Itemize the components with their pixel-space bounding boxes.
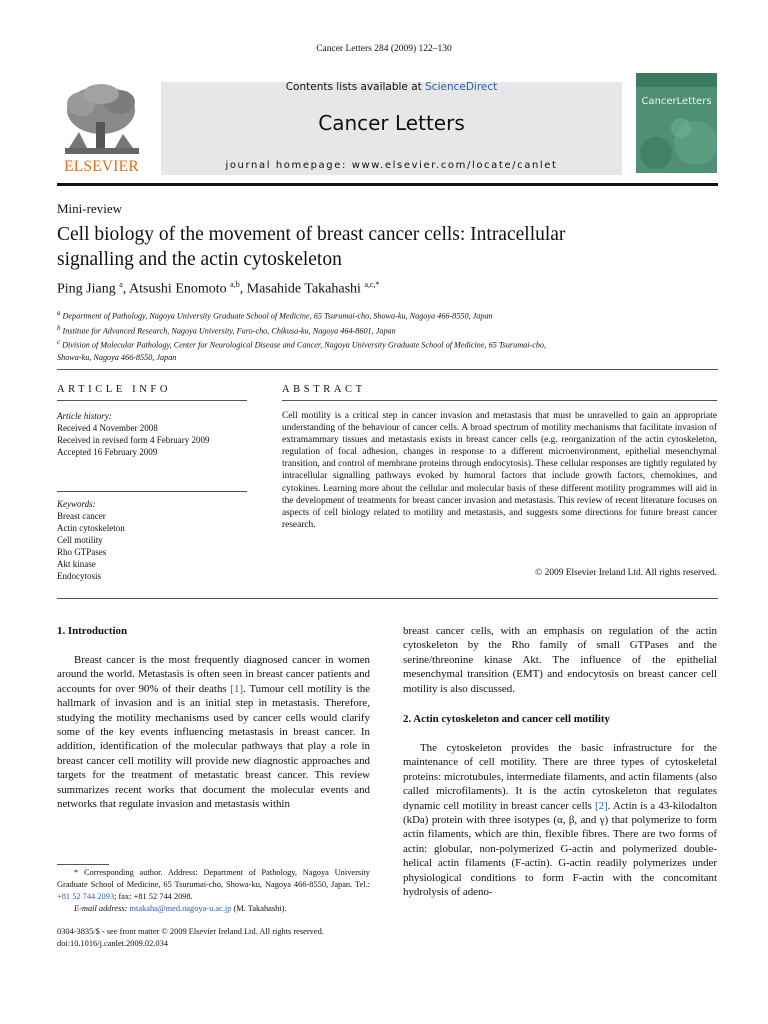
cover-title: CancerLetters bbox=[641, 96, 712, 107]
corresponding-author-footnote: * Corresponding author. Address: Department of Pathology, Nagoya University Graduate School of Medicine, 65 Tsurumai-cho, Showa-ku, Nagoya 466-8550, Japan. Tel.: +81 52 744 2093; fax: +81 52 744 2098. E-mail address: mtakaha@med.nagoya-u.ac.jp (M. Takahashi). bbox=[57, 868, 370, 913]
keyword: Rho GTPases bbox=[57, 547, 107, 557]
affiliations bbox=[57, 308, 717, 364]
affiliation: $^a$ Department of Pathology, Nagoya University Graduate School of Medicine, 65 Tsurumai-cho, Showa-ku, Nagoya 466-8550, Japan bbox=[57, 310, 493, 321]
keyword: Cell motility bbox=[57, 535, 103, 545]
keywords-label: Keywords: bbox=[57, 499, 96, 509]
keyword: Actin cytoskeleton bbox=[57, 523, 125, 533]
title-line-1: Cell biology of the movement of breast cancer cells: Intracellular bbox=[57, 224, 566, 245]
journal-name: Cancer Letters bbox=[318, 111, 465, 135]
keywords bbox=[57, 498, 257, 582]
footnote-rule bbox=[57, 864, 109, 865]
contents-line bbox=[161, 81, 622, 93]
abstract-heading: ABSTRACT bbox=[282, 384, 366, 395]
doi-line[interactable]: doi:10.1016/j.canlet.2009.02.034 bbox=[57, 939, 168, 948]
section-2-heading: 2. Actin cytoskeleton and cancer cell motility bbox=[403, 713, 610, 725]
article-title bbox=[57, 222, 717, 272]
abstract-text: Cell motility is a critical step in cancer invasion and metastasis that must be unravelled to gain an appropriate understanding of the behaviour of cancer cells. A broad spectrum of motility mechanisms that facilitate invasion of extramammary tissues and metastasis exists in breast cancer cells (e.g. reorganization of the actin cytoskeleton, regulation of focal adhesion, changes in response to a different microenvironment, epithelial mesenchymal transition, and control of membrane proteins through endocytosis). These cellular responses are tightly regulated by intracellular signalling pathways evoked by humoral factors that include growth factors, chemokines, and cytokines. Learning more about the cellular and molecular basis of these different motility programmes will aid in the development of treatments for breast cancer invasion and metastasis. This review of recent literature focuses on aspects of cell biology related to motility and metastasis, and suggests some directions for future breast cancer research. bbox=[282, 411, 717, 530]
divider bbox=[57, 400, 247, 401]
history-label: Article history: bbox=[57, 411, 112, 421]
keyword: Endocytosis bbox=[57, 571, 101, 581]
author-list: Ping Jiang $^a$, Atsushi Enomoto $^{a,b}$, Masahide Takahashi $^{a,c,*}$ bbox=[57, 280, 380, 297]
intro-paragraph: Breast cancer is the most frequently diagnosed cancer in women around the world. Metastasis is often seen in breast cancer patients and accounts for over 90% of their deaths [1]. Tumour cell motility is the hallmark of invasion and is an initial step in metastasis. Therefore, studying the motility mechanisms used by cancer cells would clarify some of the key events influencing metastasis in breast cancer. In addition, identification of the molecular pathways that play a role in breast cancer cell motility will provide new diagnostic approaches and targets for the treatment of metastatic breast cancer. This review summarizes recent works that document the molecular events and networks that regulate invasion and metastasis within bbox=[57, 654, 370, 811]
affiliation: $^b$ Institute for Advanced Research, Nagoya University, Furo-cho, Chikusa-ku, Nagoya 464-8601, Japan bbox=[57, 324, 396, 336]
affiliation: Showa-ku, Nagoya 466-8550, Japan bbox=[57, 353, 177, 363]
author-name: Atsushi Enomoto bbox=[129, 281, 227, 297]
issn-line: 0304-3835/$ - see front matter © 2009 Elsevier Ireland Ltd. All rights reserved. bbox=[57, 927, 324, 936]
keyword: Akt kinase bbox=[57, 559, 96, 569]
citation-link[interactable]: [1] bbox=[230, 682, 244, 695]
divider bbox=[57, 598, 718, 599]
journal-homepage[interactable]: journal homepage: www.elsevier.com/locate/canlet bbox=[225, 160, 558, 171]
article-history bbox=[57, 410, 257, 458]
journal-cover-image bbox=[636, 73, 717, 173]
intro-heading: 1. Introduction bbox=[57, 625, 127, 637]
history-item: Accepted 16 February 2009 bbox=[57, 447, 158, 457]
divider bbox=[57, 369, 718, 370]
article-type: Mini-review bbox=[57, 201, 122, 216]
history-item: Received in revised form 4 February 2009 bbox=[57, 435, 210, 445]
keyword: Breast cancer bbox=[57, 511, 106, 521]
affiliation: $^c$ Division of Molecular Pathology, Center for Neurological Disease and Cancer, Nagoya University Graduate School of Medicine, 65 Tsurumai-cho, bbox=[57, 339, 547, 351]
running-head: Cancer Letters 284 (2009) 122–130 bbox=[316, 44, 452, 54]
email-link[interactable]: mtakaha@med.nagoya-u.ac.jp bbox=[129, 904, 232, 913]
publisher-name: ELSEVIER bbox=[64, 158, 139, 175]
author-affil-mark: a bbox=[119, 280, 123, 289]
citation-link[interactable]: [2] bbox=[594, 799, 608, 812]
article-info-heading: ARTICLE INFO bbox=[57, 384, 172, 395]
header-rule bbox=[57, 183, 718, 186]
contents-prefix: Contents lists available at bbox=[285, 81, 422, 93]
sciencedirect-link[interactable]: ScienceDirect bbox=[425, 81, 498, 93]
section-2-paragraph: The cytoskeleton provides the basic infrastructure for the maintenance of cell motility. There are three types of cytoskeletal proteins: microtubules, intermediate filaments, and actin filaments (also called microfilaments). It is the actin cytoskeleton that regulates dynamic cell motility in breast cancer cells [2]. Actin is a 43-kilodalton (kDa) protein with three isotypes (α, β, and γ) that polymerize to form actin filaments, which are thin, flexible fibres. There are two forms of actin: globular, non-polymerized G-actin and polymerized double-helical actin filaments (F-actin). G-actin readily polymerizes under physiological conditions to form F-actin with the concomitant hydrolysis of adeno- bbox=[403, 742, 717, 899]
front-matter-info bbox=[57, 926, 417, 950]
divider bbox=[57, 491, 247, 492]
author-affil-mark: a,c,* bbox=[364, 280, 380, 289]
author-name: Masahide Takahashi bbox=[246, 281, 361, 297]
divider bbox=[282, 400, 717, 401]
abstract-copyright: © 2009 Elsevier Ireland Ltd. All rights reserved. bbox=[535, 568, 717, 578]
author-name: Ping Jiang bbox=[57, 281, 116, 297]
history-item: Received 4 November 2008 bbox=[57, 423, 158, 433]
intro-continuation: breast cancer cells, with an emphasis on regulation of the actin cytoskeleton by the Rho family of small GTPases and the serine/threonine kinase Akt. The influence of the epithelial mesenchymal transition (EMT) and endocytosis on breast cancer cell motility is also discussed. bbox=[403, 625, 717, 695]
phone-link[interactable]: +81 52 744 2093 bbox=[57, 892, 115, 901]
author-affil-mark: a,b bbox=[230, 280, 240, 289]
title-line-2: signalling and the actin cytoskeleton bbox=[57, 249, 342, 270]
